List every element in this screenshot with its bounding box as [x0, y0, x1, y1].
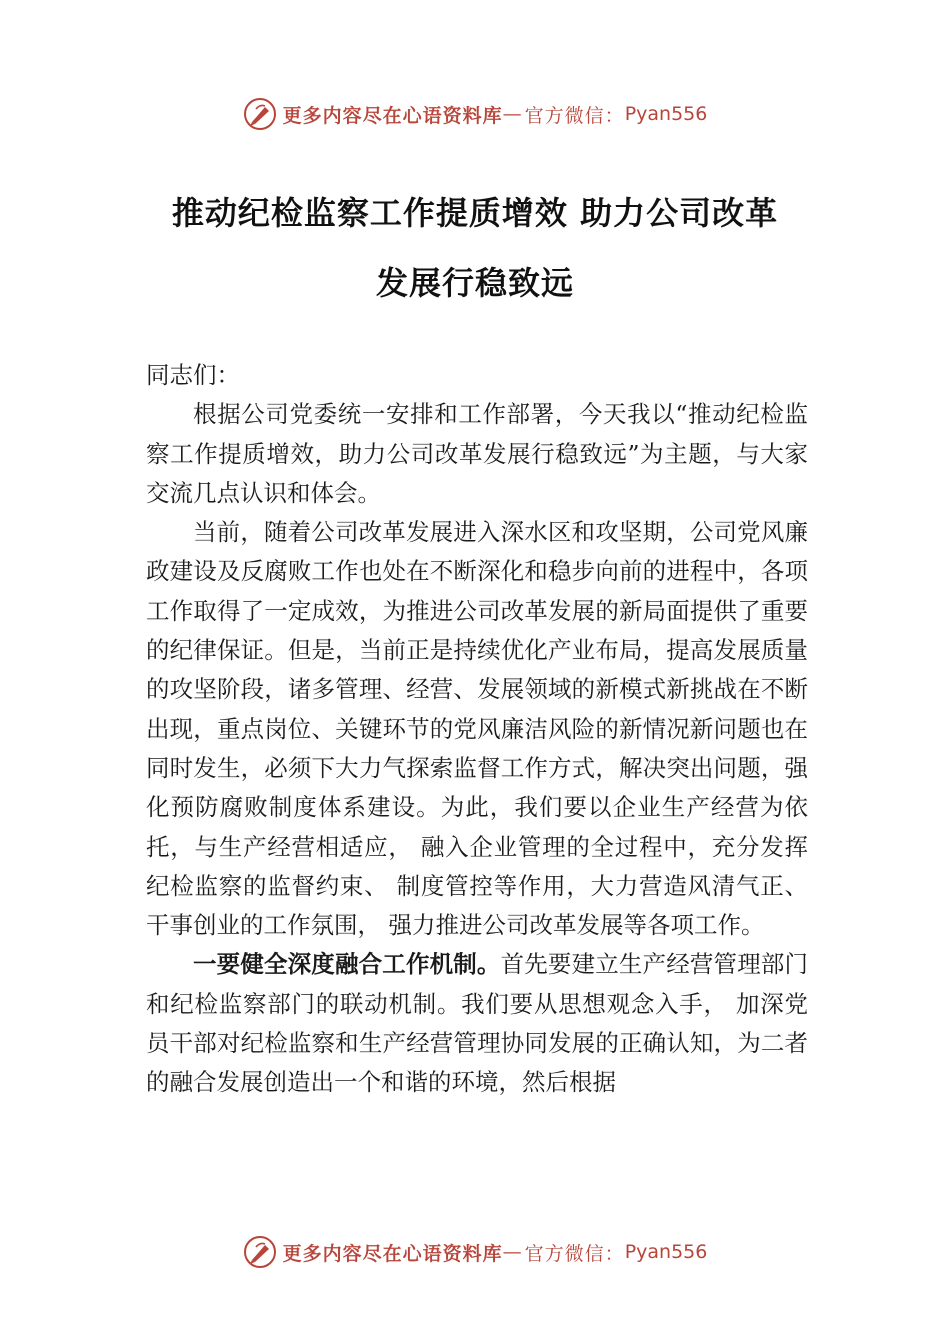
paragraph-1: 根据公司党委统一安排和工作部署，今天我以“推动纪检监察工作提质增效，助力公司改革发展行稳致远”为主题，与大家交流几点认识和体会。	[146, 400, 808, 507]
header-watermark-banner	[0, 94, 950, 134]
salutation: 同志们：	[146, 361, 240, 389]
banner-separator: —	[502, 103, 523, 125]
paragraph-3-lead: 一要健全深度融合工作机制。	[193, 950, 501, 979]
document-body	[146, 356, 808, 1103]
paragraph-2: 当前，随着公司改革发展进入深水区和攻坚期，公司党风廉政建设及反腐败工作也处在不断深化和稳步向前的进程中，各项工作取得了一定成效，为推进公司改革发展的新局面提供了重要的纪律保证。但是，当前正是持续优化产业布局，提高发展质量的攻坚阶段，诸多管理、经营、发展领域的新模式新挑战在不断出现，重点岗位、关键环节的党风廉洁风险的新情况新问题也在同时发生，必须下大力气探索监督工作方式，解决突出问题，强化预防腐败制度体系建设。为此，我们要以企业生产经营为依托，与生产经营相适应， 融入企业管理的全过程中，充分发挥纪检监察的监督约束、 制度管控等作用，大力营造风清气正、干事创业的工作氛围， 强力推进公司改革发展等各项工作。	[146, 518, 808, 940]
wechat-id: Pyan556	[624, 1241, 708, 1263]
paragraph-3	[146, 945, 808, 1102]
wechat-label: 官方微信：	[524, 104, 625, 127]
brand-text: 更多内容尽在心语资料库	[282, 104, 503, 127]
document-title-line2: 发展行稳致远	[375, 264, 574, 302]
brand-text: 更多内容尽在心语资料库	[282, 1242, 503, 1265]
document-title-line1: 推动纪检监察工作提质增效 助力公司改革	[171, 194, 779, 232]
paragraph-3-body: 首先要建立生产经营管理部门和纪检监察部门的联动机制。我们要从思想观念入手， 加深党员干部对纪检监察和生产经营管理协同发展的正确认知，为二者的融合发展创造出一个和谐的环境，然后根据	[146, 950, 809, 1097]
footer-watermark-banner	[0, 1232, 950, 1272]
wechat-label: 官方微信：	[524, 1242, 625, 1265]
banner-separator: —	[502, 1241, 523, 1263]
pen-nib-icon	[243, 1235, 277, 1269]
wechat-id: Pyan556	[624, 103, 708, 125]
pen-nib-icon	[243, 97, 277, 131]
